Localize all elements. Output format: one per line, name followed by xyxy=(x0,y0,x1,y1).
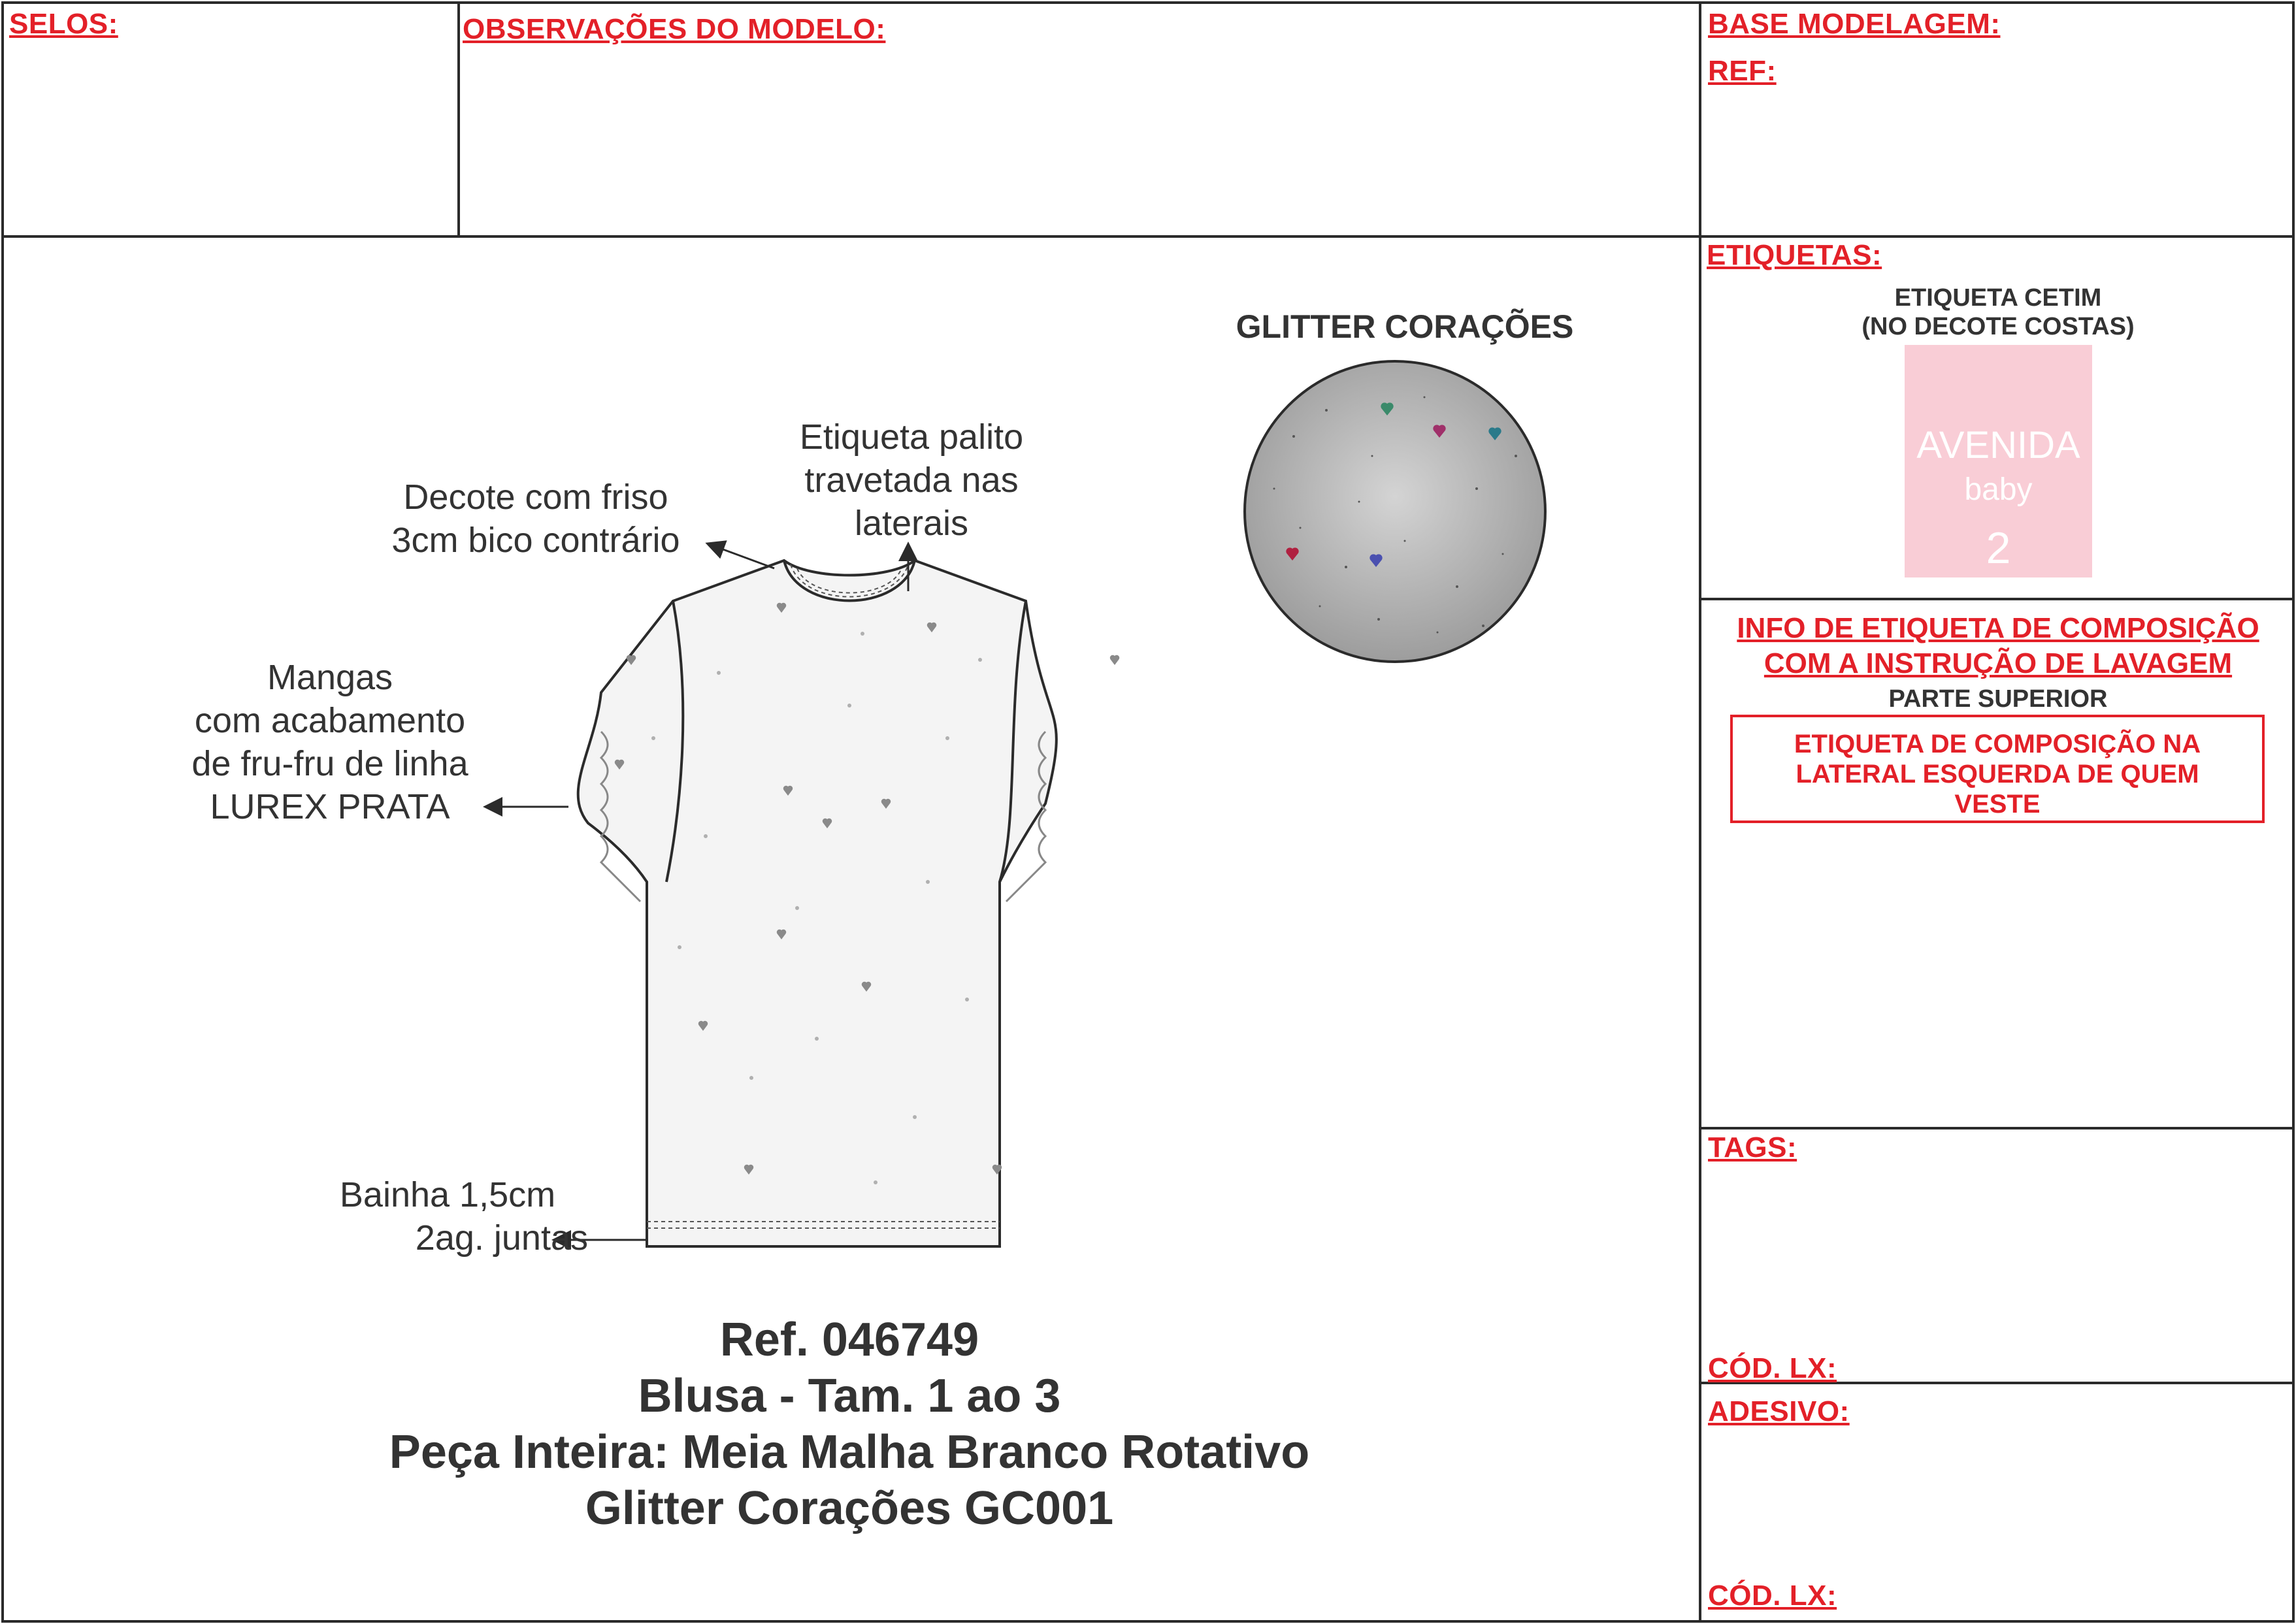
glitter-swatch-title: GLITTER CORAÇÕES xyxy=(1236,308,1574,345)
parte-superior-label: PARTE SUPERIOR xyxy=(1888,685,2108,713)
cod-lx-tags-label: CÓD. LX: xyxy=(1708,1352,1837,1384)
tags-label: TAGS: xyxy=(1708,1131,1797,1163)
product-ref: Ref. 046749 xyxy=(719,1314,979,1366)
etiqueta-cetim-title: ETIQUETA CETIM (NO DECOTE COSTAS) xyxy=(1861,284,2135,340)
note-bainha: Bainha 1,5cm 2ag. juntas xyxy=(339,1175,588,1258)
note-etiqueta-palito: Etiqueta palito travetada nas laterais xyxy=(799,417,1024,543)
brand-label-name: AVENIDA xyxy=(1916,424,2080,466)
product-title-block xyxy=(0,1312,1699,1536)
brand-label-size: 2 xyxy=(1986,523,2011,573)
product-desc: Blusa - Tam. 1 ao 3 xyxy=(638,1370,1061,1422)
brand-label-sub: baby xyxy=(1964,472,2033,507)
etiquetas-divider xyxy=(1699,598,2295,600)
selos-label: SELOS: xyxy=(9,8,118,40)
composition-info-title: INFO DE ETIQUETA DE COMPOSIÇÃO COM A INSTRUÇÃO DE LAVAGEM xyxy=(1737,612,2259,679)
composition-label-box: ETIQUETA DE COMPOSIÇÃO NA LATERAL ESQUERDA DE QUEM VESTE xyxy=(1730,715,2265,823)
observacoes-label: OBSERVAÇÕES DO MODELO: xyxy=(463,13,886,45)
cod-lx-adesivo-label: CÓD. LX: xyxy=(1708,1580,1837,1612)
adesivo-label: ADESIVO: xyxy=(1708,1395,1850,1427)
sidebar-divider xyxy=(1699,1,1701,1623)
tags-divider xyxy=(1699,1127,2295,1129)
etiquetas-label: ETIQUETAS: xyxy=(1707,239,1882,271)
brand-label-swatch xyxy=(1905,345,2092,577)
note-decote: Decote com friso 3cm bico contrário xyxy=(391,478,680,560)
ref-label: REF: xyxy=(1708,55,1777,87)
note-mangas: Mangas com acabamento de fru-fru de linha LUREX PRATA xyxy=(191,658,468,826)
product-print: Glitter Corações GC001 xyxy=(585,1482,1114,1535)
product-fabric: Peça Inteira: Meia Malha Branco Rotativo xyxy=(389,1426,1310,1478)
base-modelagem-label: BASE MODELAGEM: xyxy=(1708,8,2001,40)
